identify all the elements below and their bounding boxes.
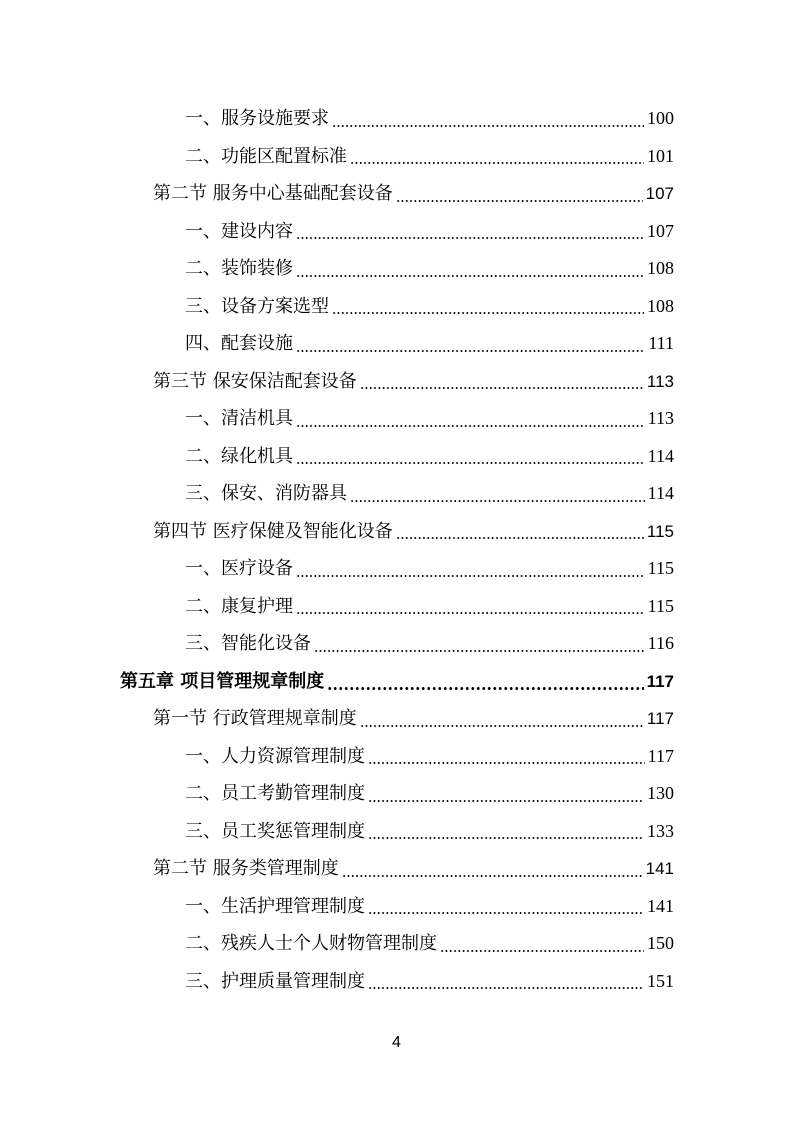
dot-leader [332, 125, 644, 127]
toc-entry-page: 117 [646, 709, 674, 728]
toc-entry-page: 117 [647, 745, 674, 766]
toc-entry-page: 107 [645, 184, 674, 203]
dot-leader [396, 200, 643, 202]
toc-entry-page: 115 [647, 558, 674, 578]
dot-leader [296, 237, 644, 239]
toc-entry-title: 二、绿化机具 [185, 445, 293, 467]
dot-leader [296, 462, 645, 464]
toc-entry-title: 第一节 行政管理规章制度 [153, 708, 357, 729]
toc-entry[interactable] [185, 550, 674, 587]
toc-entry-page: 115 [647, 595, 674, 616]
dot-leader [350, 500, 645, 502]
dot-leader [342, 875, 643, 877]
toc-entry[interactable] [185, 625, 674, 662]
toc-entry-title: 三、智能化设备 [185, 633, 311, 654]
toc-entry-page: 117 [646, 671, 674, 691]
dot-leader [368, 762, 645, 764]
toc-entry-page: 133 [647, 820, 674, 841]
dot-leader [296, 612, 645, 614]
dot-leader [296, 350, 645, 352]
toc-entry-section[interactable] [153, 850, 674, 887]
toc-entry-title: 二、员工考勤管理制度 [185, 783, 365, 804]
toc-entry-section[interactable] [153, 175, 674, 212]
toc-entry[interactable] [185, 588, 674, 625]
toc-entry-page: 141 [647, 895, 674, 916]
toc-entry-title: 二、康复护理 [185, 595, 293, 617]
dot-leader [327, 687, 643, 690]
toc-entry-title: 第二节 服务类管理制度 [153, 858, 339, 879]
toc-entry-page: 116 [647, 633, 674, 653]
toc-entry-page: 108 [647, 258, 674, 278]
toc-entry-title: 一、医疗设备 [185, 558, 293, 579]
dot-leader [296, 425, 645, 427]
toc-entry-title: 二、功能区配置标准 [185, 145, 347, 167]
toc-entry[interactable] [185, 213, 674, 250]
toc-entry-page: 141 [645, 859, 674, 878]
toc-entry-title: 第二节 服务中心基础配套设备 [153, 183, 393, 204]
toc-entry-title: 三、设备方案选型 [185, 295, 329, 317]
dot-leader [296, 275, 644, 277]
toc-entry[interactable] [185, 963, 674, 1000]
dot-leader [360, 725, 644, 727]
toc-entry-page: 113 [647, 408, 674, 428]
toc-entry[interactable] [185, 925, 674, 962]
toc-entry-title: 三、护理质量管理制度 [185, 970, 365, 992]
dot-leader [368, 987, 644, 989]
toc-entry-page: 111 [648, 333, 674, 353]
toc-entry-page: 150 [647, 933, 674, 953]
toc-entry-section[interactable] [153, 700, 674, 737]
toc-entry-title: 三、保安、消防器具 [185, 483, 347, 504]
toc-entry-title: 二、装饰装修 [185, 258, 293, 279]
toc-entry-section[interactable] [153, 363, 674, 400]
toc-entry[interactable] [185, 250, 674, 287]
toc-entry-title: 一、建设内容 [185, 220, 293, 242]
dot-leader [332, 312, 644, 314]
dot-leader [368, 837, 644, 839]
toc-entry-chapter[interactable] [120, 663, 674, 700]
dot-leader [296, 575, 645, 577]
toc-entry[interactable] [185, 100, 674, 137]
dot-leader [350, 162, 644, 164]
toc-entry-title: 一、服务设施要求 [185, 108, 329, 129]
toc-entry-page: 151 [647, 970, 674, 991]
dot-leader [314, 650, 645, 652]
toc-entry[interactable] [185, 475, 674, 512]
toc-entry[interactable] [185, 288, 674, 325]
toc-entry-title: 第五章 项目管理规章制度 [120, 670, 325, 692]
toc-entry-title: 第四节 医疗保健及智能化设备 [153, 520, 393, 542]
toc-entry-title: 四、配套设施 [185, 333, 293, 354]
toc-entry[interactable] [185, 325, 674, 362]
toc-entry-title: 一、生活护理管理制度 [185, 895, 365, 917]
dot-leader [440, 950, 644, 952]
toc-entry-title: 二、残疾人士个人财物管理制度 [185, 933, 437, 954]
toc-entry-title: 第三节 保安保洁配套设备 [153, 370, 357, 392]
toc-entry-page: 114 [647, 483, 674, 503]
toc-entry-page: 101 [647, 145, 674, 166]
toc-entry-page: 108 [647, 295, 674, 316]
toc-entry[interactable] [185, 738, 674, 775]
toc-entry-page: 113 [646, 371, 674, 391]
toc-entry-page: 107 [647, 220, 674, 241]
toc-entry[interactable] [185, 438, 674, 475]
dot-leader [396, 537, 644, 539]
toc-entry-title: 一、人力资源管理制度 [185, 745, 365, 767]
toc-entry[interactable] [185, 813, 674, 850]
toc-entry-page: 114 [647, 445, 674, 466]
page-number: 4 [392, 1034, 401, 1051]
toc-entry-section[interactable] [153, 513, 674, 550]
toc-entry-title: 一、清洁机具 [185, 408, 293, 429]
toc-entry-page: 100 [647, 108, 674, 128]
dot-leader [368, 800, 644, 802]
toc-entry-page: 130 [647, 783, 674, 803]
toc-entry[interactable] [185, 138, 674, 175]
toc-entry[interactable] [185, 775, 674, 812]
toc-entry-title: 三、员工奖惩管理制度 [185, 820, 365, 842]
toc-entry[interactable] [185, 400, 674, 437]
toc-entry[interactable] [185, 888, 674, 925]
dot-leader [360, 387, 644, 389]
dot-leader [368, 912, 644, 914]
toc-entry-page: 115 [646, 521, 674, 541]
